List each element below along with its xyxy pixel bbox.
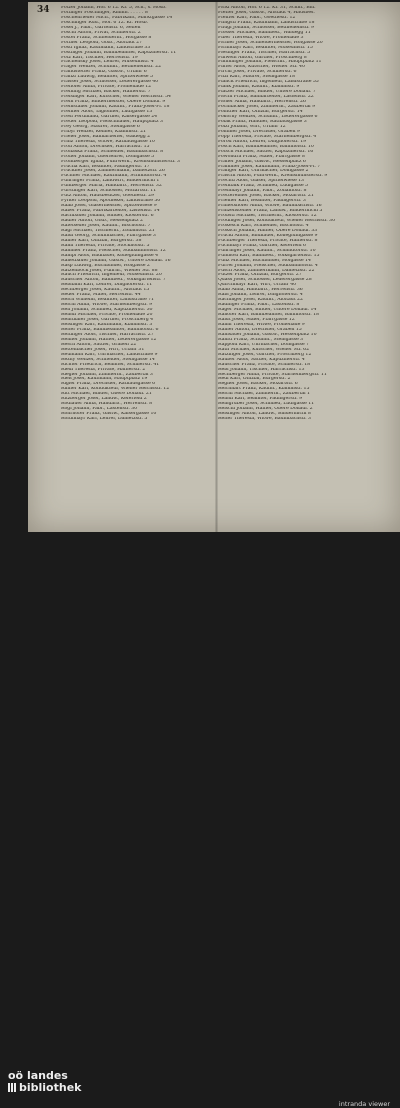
directory-entry: Rauch Friedrich, Ingenieur, Museumstr. 20 <box>61 273 162 278</box>
scanned-page <box>28 2 400 532</box>
directory-entry: Rodlauer Anna, Handarb., Herrenstr. 8 <box>61 402 153 407</box>
directory-entry: Reichhart Franz, Kaufm., Klammstr. 15 <box>218 387 310 392</box>
directory-entry: Pyrker Leopold, Apotheker, Landstraße 50 <box>61 199 161 204</box>
directory-entry: Pöttinger Pöschinger, Rmmn. . . . . . 8 <box>61 10 148 15</box>
directory-entry: Riedl Theresia, Private, Hafnerstr. 2 <box>61 367 146 372</box>
directory-entry: Raab Anna, Handarb., Herrenstr. 36 <box>218 288 303 293</box>
directory-entry: Raab Josef, Glasermeister, Spittelwiese 9 <box>61 204 157 209</box>
directory-entry: Pötzer Johann, Hör. 6 12. Kr. 5, Sch., s. Hosb. <box>61 6 167 10</box>
directory-entry: Prohaska Franz, Schneider, Baumbachstr. 8 <box>61 149 164 154</box>
directory-entry: Postl Ignaz, Kaufmann, Landstraße 33 <box>61 45 151 50</box>
directory-entry: Praher Johann, Gastw., Hessenplatz 6 <box>218 159 306 164</box>
directory-entry: Promberger Ignaz, Fuhrwerk., Kremsmünsterstr. 3 <box>61 159 180 164</box>
directory-entry: Plöchl Franz, Bahnarbeiter, Lastenstr. 22 <box>218 95 314 100</box>
directory-entry: Prandstetter Franz, Gastw., Urfahr 6 <box>61 70 147 75</box>
directory-entry: Rachinger Josef, Kaufm., Altstadt 22 <box>218 298 303 303</box>
directory-entry: Rappold Karl, Uhrmacher, Domgasse 7 <box>218 342 309 347</box>
directory-entry: Prechtl Alois, Glaser, Spittelwiese 13 <box>218 179 304 184</box>
directory-entry: Puchberger Theresia, Private, Hafnerstr. 8 <box>218 238 318 243</box>
directory-entry: Pirchl Josef, Private, Schillerstr. 6 <box>218 70 297 75</box>
directory-entry: Polak Franz, Händler, Rathausgasse 3 <box>218 119 307 124</box>
directory-entry: Pürstinger Karl, Schlosser, Mozartstr. 11 <box>61 189 157 194</box>
library-logo[interactable] <box>8 1070 81 1095</box>
directory-entry: Rabl Johann, Lehrer, Dinghoferstr. 4 <box>218 293 303 298</box>
directory-entry: Prückl Anton, Bildhauer, Kollegiumgasse 9 <box>218 233 318 238</box>
directory-entry: Pühringer Josef, Kaufm., Schmidtorstr. 10 <box>218 248 316 253</box>
directory-entry: Reumann Karl, Uhrmacher, Landstraße 9 <box>61 352 158 357</box>
directory-entry: Ranftl Franz, Schuhm., Steingasse 3 <box>218 337 304 342</box>
directory-entry: Prey Georg, Maurer, Steingasse 6 <box>61 124 140 129</box>
directory-entry: Pointner Karl, Offizial, Bürgerstr. 14 <box>218 110 303 115</box>
directory-entry: Pillwein Anton, Gärtner, Froschberg 8 <box>218 55 307 60</box>
viewer-name: intranda viewer <box>338 1100 390 1108</box>
directory-entry: Reiter Franz, Bahnbeamter, Bahnhofstr. 6 <box>61 327 159 332</box>
directory-entry: Prokesch Karl, Schneider, Bischofstr. 4 <box>218 223 309 228</box>
directory-entry: Pötz Karl, Tischler, Herrenstr. 19 <box>61 55 138 60</box>
directory-entry: Pruckner Josef, Zimmermann, Dametzstr. 26 <box>61 169 165 174</box>
directory-entry: Pommer Josef, Drechsler, Graben 9 <box>218 129 300 134</box>
viewer-footer <box>0 532 400 1108</box>
directory-entry: Pribyl Wenzel, Kellner, Klammstr. 21 <box>61 129 146 134</box>
directory-entry: Rainer Anton, Drechsler, Graben 15 <box>218 327 302 332</box>
directory-entry: Pickl Anton, Hör. 6 12. Kr. 31, Schm., Bhf. <box>218 6 316 10</box>
directory-entry: Quass Josef, Schlosser, Lederergasse 28 <box>218 278 312 283</box>
directory-entry: Platzer Michael, Binder, Untere Donaul. 7 <box>218 90 316 95</box>
directory-entry: Rampl Alois, Bildhauer, Kollegiumgasse 4 <box>61 253 159 258</box>
directory-entry: Pröll Anton, Drechsler, Harrachstr. 15 <box>61 144 150 149</box>
directory-entry: Rechberger Josef, Kaufm., Altstadt 15 <box>61 288 150 293</box>
directory-entry: Reich Wilhelm, Beamter, Landstraße 71 <box>61 298 154 303</box>
directory-entry: Pöschl Anton, Privat, Schillerstr. 2 <box>61 30 141 35</box>
directory-entry: Rainer Karl, Offizial, Bürgerstr. 38 <box>61 238 142 243</box>
directory-entry: Pretterebner Josef, Bäcker, Mozartstr. 21 <box>218 194 314 199</box>
directory-entry: Preisinger Karl, Kutscher, Wiener Reichsstr. 54 <box>61 95 171 100</box>
directory-entry: Rafetseder Josef, Kaufm., Bischofstr. 7 <box>61 223 151 228</box>
directory-entry: Raber Franz, Fabrikarbeiter, Lastenstr. 14 <box>61 209 160 214</box>
logo-line-2 <box>8 1082 81 1095</box>
directory-entry: Raidt Josef, Maler, Pfarrgasse 12 <box>218 318 295 323</box>
directory-entry: Pitzl Karl, Maurer, Steingasse 18 <box>218 75 295 80</box>
directory-entry: Ploner Anna, Handarb., Herrenstr. 26 <box>218 100 306 105</box>
directory-entry: Posch Karl, Bahnbeamter, Bahnhofstr. 10 <box>218 144 314 149</box>
directory-entry: Reiter Theresia, Witwe, Baumbachstr. 3 <box>218 417 311 422</box>
directory-entry: Purrer Johann, Fleischer, Südbahnhofstr. 4 <box>218 263 318 268</box>
directory-entry: Riegler Johann, Zimmerm., Zaubertal 3 <box>61 372 153 377</box>
directory-entry: Prem Franz, Bindermeister, Obere Donaul. 9 <box>61 100 166 105</box>
directory-entry: Ritt Michael, Binder, Obere Donaul. 21 <box>61 392 152 397</box>
directory-entry: Pöchhacker Josef, Zimmerm., Zaubertal 9 <box>218 105 316 110</box>
directory-entry: Poschenrieder Mich., Fabrikant, Marktgasse 14 <box>61 15 173 20</box>
directory-entry: Ratzenböck Josef, Fuhrm., Wiener Str. 88 <box>61 268 158 273</box>
directory-entry: Pölzl Johann, Wirt, Urfahr 12 <box>218 124 286 129</box>
directory-entry: Prinz Theresia, Witwe, Rathausgasse 10 <box>61 139 155 144</box>
directory-entry: Rager Michael, Binder, Untere Donaul. 14 <box>218 308 317 313</box>
directory-entry: Raiml Theresia, Witwe, Promenade 9 <box>218 323 305 327</box>
logo-line-2-text: bibliothek <box>19 1081 82 1094</box>
directory-entry: Pimminger Johann, Fleischh., Hauptplatz 11 <box>218 60 322 65</box>
directory-entry: Prachensky Josef, Lehrer, Museumstr. 4 <box>61 60 154 65</box>
directory-entry: Rohrhofer Franz, Gastw., Kaisergasse 10 <box>61 412 157 417</box>
directory-entry: Pösel J., Fabr., Gartenstr. 6, Seifen <box>61 25 141 30</box>
directory-entry: Puchmayr Franz, Gärtner, Keferfeld 6 <box>218 243 306 248</box>
directory-entry: Pötsch Michael, Sattler, Kapuzinerstr. 16 <box>218 149 314 154</box>
directory-entry: Primetshofer Anna, Witwe, Baumbachstr. 16 <box>218 204 322 209</box>
directory-entry: Porod Anton, Lehrer, Dinghoferstr. 19 <box>218 139 307 144</box>
directory-entry: Ratzinger Josef, Gärtner, Froschberg 12 <box>218 352 312 357</box>
directory-entry: Preuer Leopold, Fleischhauer, Hauptplatz 3 <box>61 119 163 124</box>
directory-entry: Pumberger Maria, Handarb., Herrenstr. 32 <box>61 184 162 189</box>
directory-entry: Pusch Alois, Zimmermann, Dametzstr. 22 <box>218 268 315 273</box>
directory-entry: Prager Wenzel, Schuhm., Bethlehemstr. 22 <box>61 65 162 70</box>
directory-entry: Pühringer Franz, Landwirt, Bindermichl 1 <box>61 179 160 184</box>
directory-entry: Pfingstl Franz, Kaufmann, Landstraße 18 <box>218 20 315 25</box>
right-column <box>218 6 390 422</box>
directory-entry: Rammer Franz, Fleischer, Südbahnhofstr. 12 <box>61 248 166 253</box>
directory-entry: Pranzl Ludwig, Beamter, Spittelwiese 5 <box>61 75 153 80</box>
directory-entry: Reingruber Josef, Schmied, Ludlgasse 11 <box>218 402 315 407</box>
directory-entry: Planck Friedrich, Ingenieur, Landstraße 55 <box>218 80 319 85</box>
directory-entry: Reinthaler Josef, Gärtner, Froschberg 4 <box>61 318 154 323</box>
directory-entry: Raml Theresia, Private, Stockhofstr. 5 <box>61 243 150 248</box>
directory-entry: Puchner Michael, Kaufmann, Schmidtorstr. 4 <box>61 174 167 179</box>
directory-entry: Pinter Alois, Kutscher, Wiener Str. 40 <box>218 65 305 70</box>
bars-icon <box>8 1083 17 1095</box>
directory-entry: Punz Michael, Buchbinder, Hofgasse 14 <box>218 258 311 263</box>
directory-entry: Reindl Michael, Private, Promenade 20 <box>61 313 153 318</box>
directory-entry: Prammer Josef, Kaufmann, Franz-Josef-Pl. 7 <box>218 164 321 169</box>
directory-entry: Poschinger Rud., Hör. 6 12. Kr. Hosb. <box>61 20 149 25</box>
directory-entry: Reder Franz, Maler, Herrenstr. 44 <box>61 293 141 298</box>
directory-entry: Ragl Michael, Tischlerm., Zollamtstr. 21 <box>61 228 155 233</box>
directory-entry: Prehofer Anna, Private, Promenade 12 <box>61 85 152 90</box>
directory-entry: Rachbauer Johann, Binder, Klosterstr. 6 <box>61 214 154 219</box>
directory-entry: Reichl Michael, Zimmerm., Zaubertal 1 <box>218 392 310 397</box>
directory-entry: Rahofer Karl, Bahnbeamter, Bahnhofstr. 18 <box>218 313 319 318</box>
directory-entry: Pöttner Leopold, Gtsb., Altstadt 27 <box>61 40 143 45</box>
directory-entry: Putzer Franz, Offizial, Bürgerstr. 27 <box>218 273 302 278</box>
directory-entry: Pfeffer Josef, Gastw., Altstadt 4, Hausbes. <box>218 10 315 15</box>
directory-entry: Quirchmayr Karl, Wirt, Urfahr 40 <box>218 283 297 288</box>
directory-entry: Prasser Josef, Schlosser, Lederergasse 40 <box>61 80 159 85</box>
directory-entry: Preining Michael, Bäcker, Hafnerstr. 7 <box>61 90 151 95</box>
directory-entry: Rezny Wenzel, Schneider, Steingasse 14 <box>61 357 155 362</box>
directory-entry: Putz Anton, Hausbesitzer, Goethestr. 29 <box>61 194 154 199</box>
directory-entry: Piber Theresia, Witwe, Promenade 3 <box>218 35 304 40</box>
directory-entry: Reif Johann, Schmied, Kapuzinerstr. 30 <box>61 308 153 313</box>
directory-entry: Ritzberger Josef, Landw., Keferfeld 2 <box>61 397 147 402</box>
directory-entry: Richter Friedrich, Beamter, Schillerstr. 41 <box>61 362 160 367</box>
directory-entry: Roithmayr Karl, Lehrer, Dametzstr. 5 <box>61 417 148 422</box>
directory-entry: Pranger Karl, Uhrmacher, Domgasse 2 <box>218 169 309 174</box>
directory-entry: Rettenbacher Josef, Wirt, Urfahr 31 <box>61 347 145 352</box>
directory-entry: Rasp Ludwig, Buchbinder, Hofgasse 2 <box>61 263 150 268</box>
directory-entry: Prucha Karl, Beamter, Fadingerstr. 17 <box>61 164 150 169</box>
directory-entry: Renner Johann, Hafner, Lederergasse 12 <box>61 337 157 342</box>
directory-entry: Radinger Franz, Fabr., Lastenstr. 8 <box>218 303 300 308</box>
directory-entry: Ramsauer Johann, Gastw., Hessenplatz 10 <box>218 332 317 337</box>
directory-entry: Pröbstl Michael, Tischlerm., Klosterstr. 12 <box>218 214 317 219</box>
directory-entry: Radler Anton, Gtsb., Hessenplatz 2 <box>61 218 143 223</box>
directory-entry: Pflügl Johann, Schlosser, Bethlehemstr. 9 <box>218 25 314 30</box>
logo-line-1: oö landes <box>8 1069 68 1082</box>
directory-entry: Preslmayr Johann, Fabr., Zollamtstr. 8 <box>218 189 307 194</box>
directory-entry: Rath Michael, Kutscher, Wiener Str. 62 <box>218 347 310 352</box>
page-number: 34 <box>37 5 50 15</box>
directory-entry: Reichl Anna, Witwe, Starhembergstr. 9 <box>61 303 153 308</box>
directory-entry: Rieß Josef, Kaufmann, Hauptplatz 19 <box>61 377 148 382</box>
directory-entry: Prinzensteiner Franz, Landw., Bindermichl 5 <box>218 209 323 214</box>
directory-entry: Rögl Johann, Fabr., Lastenstr. 30 <box>61 407 138 412</box>
directory-entry: Prenner Alois, Taglöhner, Ludlgasse 13 <box>61 110 153 115</box>
directory-entry: Rauscher Anton, Bahnbed., Volksgartenstr. 7 <box>61 278 166 283</box>
directory-entry: Reischl Johann, Hafner, Obere Donaul. 2 <box>218 407 313 412</box>
directory-entry: Ranetbauer Johann, Gastw., Untere Donaul. 16 <box>61 258 171 263</box>
directory-entry: Rebhahn Karl, Lehrer, Dinghoferstr. 11 <box>61 283 153 288</box>
directory-entry: Presl Ferdinand, Gärtner, Kaisergasse 24 <box>61 114 158 119</box>
left-column <box>61 6 225 422</box>
directory-entry: Premstaller Johann, Kaufm., Franz-Josef-Pl. 18 <box>61 105 170 110</box>
directory-entry: Pöstinger Johann, Bahnbeamter, Kapuzinerstr. 11 <box>61 50 177 55</box>
directory-entry: Pichler Josef, Schneidermeister, Hofgasse 20 <box>218 40 323 45</box>
directory-entry: Pumhösl Karl, Bahnbed., Volksgartenstr. 15 <box>218 253 320 258</box>
directory-entry: Reindl Karl, Beamter, Fadingerstr. 9 <box>218 397 303 402</box>
directory-entry: Pokorny Wenzel, Schuhm., Lederergasse 6 <box>218 114 318 119</box>
directory-entry: Prodinger Josef, Kondukteur, Wiener Reichsstr. 30 <box>218 218 336 223</box>
directory-entry: Rauber Alois, Sattler, Kapuzinerstr. 4 <box>218 357 305 362</box>
directory-entry: Pfeiffer Karl, Fabr., Goethestr. 12 <box>218 15 296 20</box>
directory-entry: Rechberger Anna, Private, Starhembergstr. 11 <box>218 372 327 377</box>
directory-entry: Praschl Anton, Fuhrwerk., Kremsmünsterstr. 9 <box>218 174 328 179</box>
directory-entry: Preinfalk Franz, Schmied, Ludlgasse 5 <box>218 184 308 189</box>
directory-entry: Redl Karl, Offizial, Bürgerstr. 2 <box>218 377 291 382</box>
directory-entry: Rauscher Franz, Private, Schillerstr. 18 <box>218 362 311 367</box>
directory-entry: Postel Franz, Schneiderm., Hofgasse 8 <box>61 35 152 40</box>
directory-entry: Resch Anton, Sattler, Graben 22 <box>61 342 137 347</box>
directory-entry: Powondra Franz, Maler, Pfarrgasse 8 <box>218 154 305 159</box>
directory-entry: Priemer Karl, Beamter, Fadingerstr. 3 <box>218 199 306 204</box>
directory-entry: Rigler Franz, Drechsler, Rathausgasse 6 <box>61 382 156 387</box>
directory-entry: Rebl Johann, Tischler, Harrachstr. 13 <box>218 367 305 372</box>
directory-entry: Regner Josef, Bäcker, Mozartstr. 6 <box>218 382 298 387</box>
directory-entry: Piesinger Franz, Tischler, Harrachstr. 5 <box>218 50 311 55</box>
directory-entry: Reisinger Karl, Kaufmann, Klammstr. 3 <box>61 323 153 327</box>
directory-entry: Rinner Karl, Kondukteur, Wiener Reichsstr. 12 <box>61 387 170 392</box>
directory-entry: Raidl Georg, Schuhmacher, Pfarrgasse 3 <box>61 233 156 238</box>
directory-entry: Reisinger Anton, Landw., Bindermichl 8 <box>218 412 311 417</box>
directory-entry: Pröller Johann, Oberlehrer, Domgasse 5 <box>61 154 155 159</box>
directory-entry: Popp Theresia, Private, Starhembergstr. 4 <box>218 134 317 139</box>
directory-entry: Plank Johann, Kaufm., Klammstr. 9 <box>218 85 300 90</box>
directory-entry: Prieler Josef, Bahnarbeiter, Waldegg 2 <box>61 134 151 139</box>
directory-entry: Reitinger Alois, Tischler, Harrachstr. 27 <box>61 332 154 337</box>
directory-entry: Pichlmayr Karl, Beamter, Museumstr. 15 <box>218 45 313 50</box>
directory-entry: Pfosser Michael, Bahnbed., Waldegg 11 <box>218 30 311 35</box>
directory-entry: Proksch Johann, Hafner, Obere Donaul. 33 <box>218 228 318 233</box>
